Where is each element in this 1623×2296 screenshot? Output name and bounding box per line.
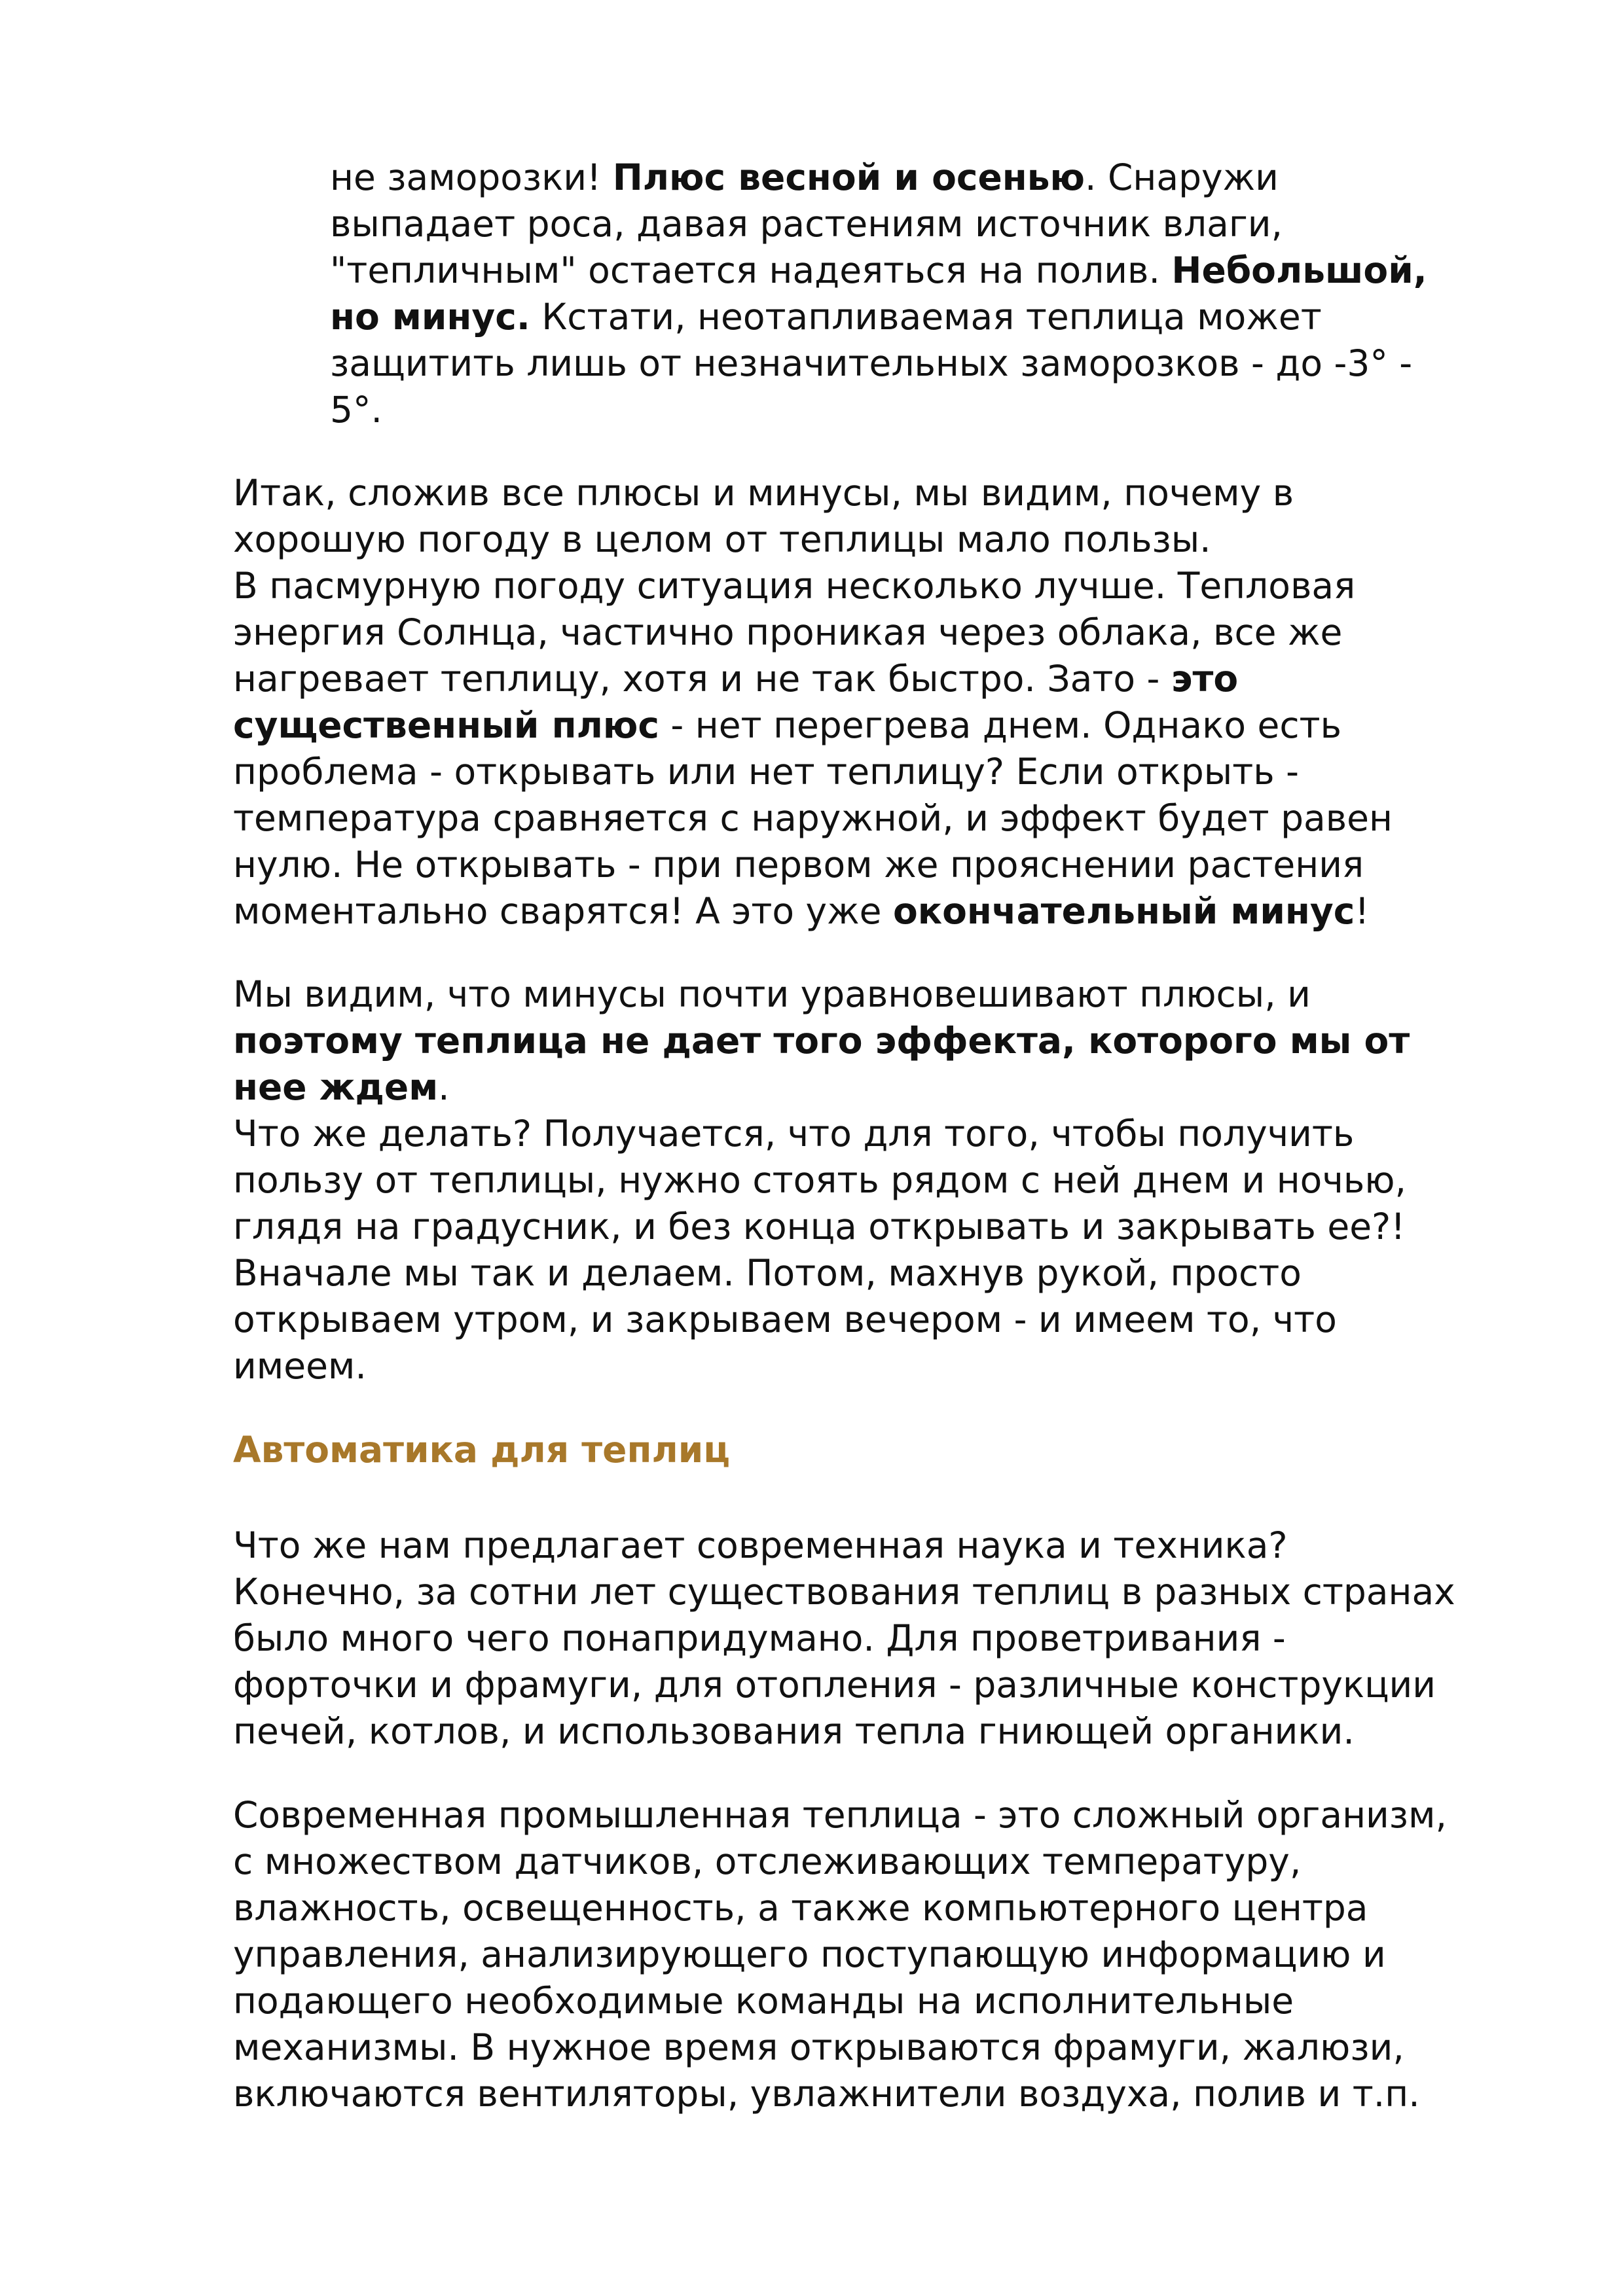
- bold-text: это: [1171, 658, 1239, 700]
- text-line: печей, котлов, и использования тепла гниющей органики.: [233, 1710, 1355, 1752]
- section-heading: Автоматика для теплиц: [233, 1429, 731, 1471]
- text-line: [330, 294, 1495, 340]
- text-line: [330, 247, 1495, 294]
- text-line: глядя на градусник, и без конца открывать и закрывать ее?!: [233, 1206, 1406, 1247]
- paragraph-pros-cons: [233, 470, 1516, 935]
- text-line: с множеством датчиков, отслеживающих температуру,: [233, 1840, 1302, 1882]
- text-line: Итак, сложив все плюсы и минусы, мы видим, почему в: [233, 472, 1294, 514]
- text-line: Мы видим, что минусы почти уравновешивают плюсы, и: [233, 973, 1311, 1015]
- paragraph-frost-continuation: [330, 154, 1495, 433]
- text-line: выпадает роса, давая растениям источник влаги,: [330, 203, 1283, 245]
- text-line: температура сравняется с наружной, и эффект будет равен: [233, 797, 1393, 839]
- text-line: влажность, освещенность, а также компьютерного центра: [233, 1887, 1368, 1929]
- text-line: пользу от теплицы, нужно стоять рядом с ней днем и ночью,: [233, 1159, 1407, 1201]
- text-line: Что же нам предлагает современная наука и техника?: [233, 1524, 1288, 1566]
- text-line: управления, анализирующего поступающую информацию и: [233, 1933, 1386, 1975]
- text-line: Конечно, за сотни лет существования теплиц в разных странах: [233, 1571, 1455, 1613]
- text-line: хорошую погоду в целом от теплицы мало пользы.: [233, 518, 1211, 560]
- text-line: форточки и фрамуги, для отопления - различные конструкции: [233, 1664, 1436, 1706]
- text-line: нулю. Не открывать - при первом же прояснении растения: [233, 844, 1364, 886]
- text-run: не заморозки!: [330, 156, 613, 198]
- bold-text: окончательный минус: [892, 890, 1355, 932]
- text-line: [233, 1018, 1516, 1064]
- bold-text: нее ждем: [233, 1066, 439, 1108]
- text-line: механизмы. В нужное время открываются фрамуги, жалюзи,: [233, 2026, 1404, 2068]
- text-line: 5°.: [330, 389, 382, 431]
- text-line: имеем.: [233, 1345, 367, 1387]
- text-line: Что же делать? Получается, что для того, чтобы получить: [233, 1113, 1355, 1155]
- bold-text: Плюс весной и осенью: [612, 156, 1085, 198]
- text-run: .: [438, 1066, 450, 1108]
- text-line: [233, 1064, 1516, 1111]
- bold-text: поэтому теплица не дает того эффекта, которого мы от: [233, 1020, 1410, 1062]
- bold-text: Небольшой,: [1171, 249, 1427, 291]
- text-run: - нет перегрева днем. Однако есть: [659, 704, 1342, 746]
- text-line: подающего необходимые команды на исполнительные: [233, 1980, 1294, 2022]
- text-line: Современная промышленная теплица - это сложный организм,: [233, 1794, 1448, 1836]
- text-line: В пасмурную погоду ситуация несколько лучше. Тепловая: [233, 565, 1356, 607]
- text-line: [233, 656, 1516, 702]
- text-line: проблема - открывать или нет теплицу? Если открыть -: [233, 751, 1299, 793]
- text-line: защитить лишь от незначительных заморозков - до -3° -: [330, 342, 1413, 384]
- text-line: [233, 888, 1516, 935]
- text-line: открываем утром, и закрываем вечером - и имеем то, что: [233, 1299, 1337, 1340]
- text-line: включаются вентиляторы, увлажнители воздуха, полив и т.п.: [233, 2073, 1420, 2115]
- text-run: !: [1355, 890, 1370, 932]
- text-run: Кстати, неотапливаемая теплица может: [530, 296, 1322, 338]
- text-line: было много чего понапридумано. Для проветривания -: [233, 1617, 1286, 1659]
- text-line: [233, 702, 1516, 749]
- text-line: Вначале мы так и делаем. Потом, махнув рукой, просто: [233, 1252, 1302, 1294]
- text-line: энергия Солнца, частично проникая через облака, все же: [233, 611, 1343, 653]
- paragraph-what-to-do: [233, 971, 1516, 1390]
- text-run: моментально сварятся! А это уже: [233, 890, 893, 932]
- bold-text: но минус.: [330, 296, 530, 338]
- text-line: [330, 154, 1495, 201]
- text-run: нагревает теплицу, хотя и не так быстро. Зато -: [233, 658, 1171, 700]
- paragraph-industrial-greenhouse: [233, 1792, 1516, 2117]
- text-run: . Снаружи: [1085, 156, 1279, 198]
- text-run: "тепличным" остается надеяться на полив.: [330, 249, 1172, 291]
- bold-text: существенный плюс: [233, 704, 659, 746]
- paragraph-science: [233, 1522, 1516, 1755]
